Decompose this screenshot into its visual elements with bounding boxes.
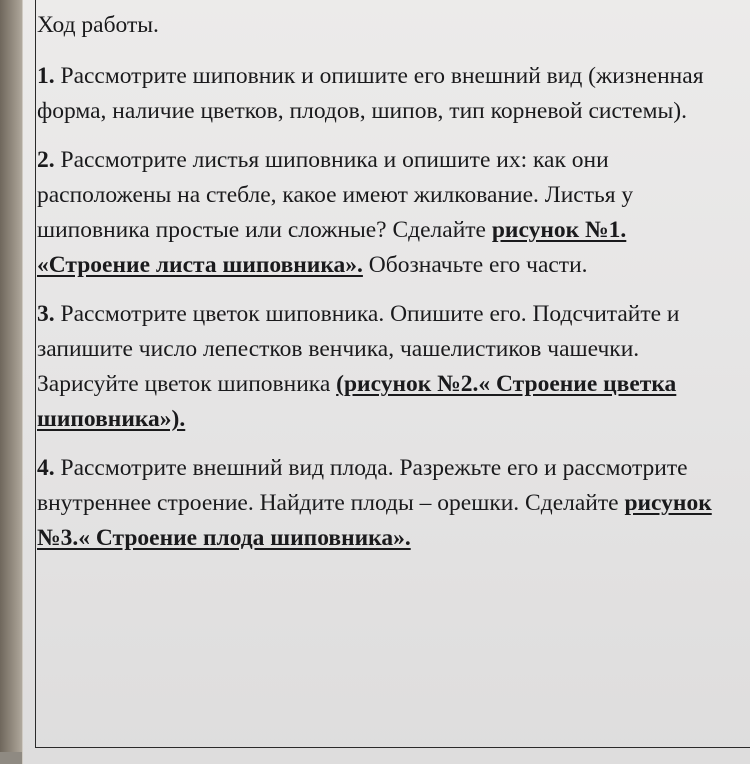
step-number: 3. bbox=[37, 301, 55, 327]
step-text: Рассмотрите листья шиповника и опишите их: как они расположены на стебле, какое имеют жилкование. Листья у шиповника простые или сложные? Сделайте bbox=[37, 147, 634, 243]
figure-reference: рисунок №3.« Строение плода шиповника». bbox=[37, 490, 712, 551]
step-2 bbox=[37, 143, 727, 283]
step-1 bbox=[37, 59, 727, 129]
step-text: Рассмотрите цветок шиповника. Опишите его. Подсчитайте и запишите число лепестков венчика, чашелистиков чашечки. Зарисуйте цветок шиповника bbox=[37, 301, 680, 397]
step-number: 1. bbox=[37, 63, 55, 89]
step-text: Рассмотрите шиповник и опишите его внешний вид (жизненная форма, наличие цветков, плодов, шипов, тип корневой системы). bbox=[37, 63, 704, 124]
step-number: 4. bbox=[37, 455, 55, 481]
step-3 bbox=[37, 297, 727, 437]
section-heading: Ход работы. bbox=[37, 12, 159, 38]
document-body bbox=[37, 8, 727, 570]
paper-sheet bbox=[22, 0, 750, 764]
step-text: Рассмотрите внешний вид плода. Разрежьте его и рассмотрите внутреннее строение. Найдите плоды – орешки. Сделайте bbox=[37, 455, 688, 516]
step-number: 2. bbox=[37, 147, 55, 173]
figure-reference: (рисунок №2.« Строение цветка шиповника»). bbox=[37, 371, 677, 432]
figure-reference: рисунок №1. «Строение листа шиповника». bbox=[37, 217, 627, 278]
step-text: Обозначьте его части. bbox=[362, 252, 588, 278]
step-4 bbox=[37, 451, 727, 556]
